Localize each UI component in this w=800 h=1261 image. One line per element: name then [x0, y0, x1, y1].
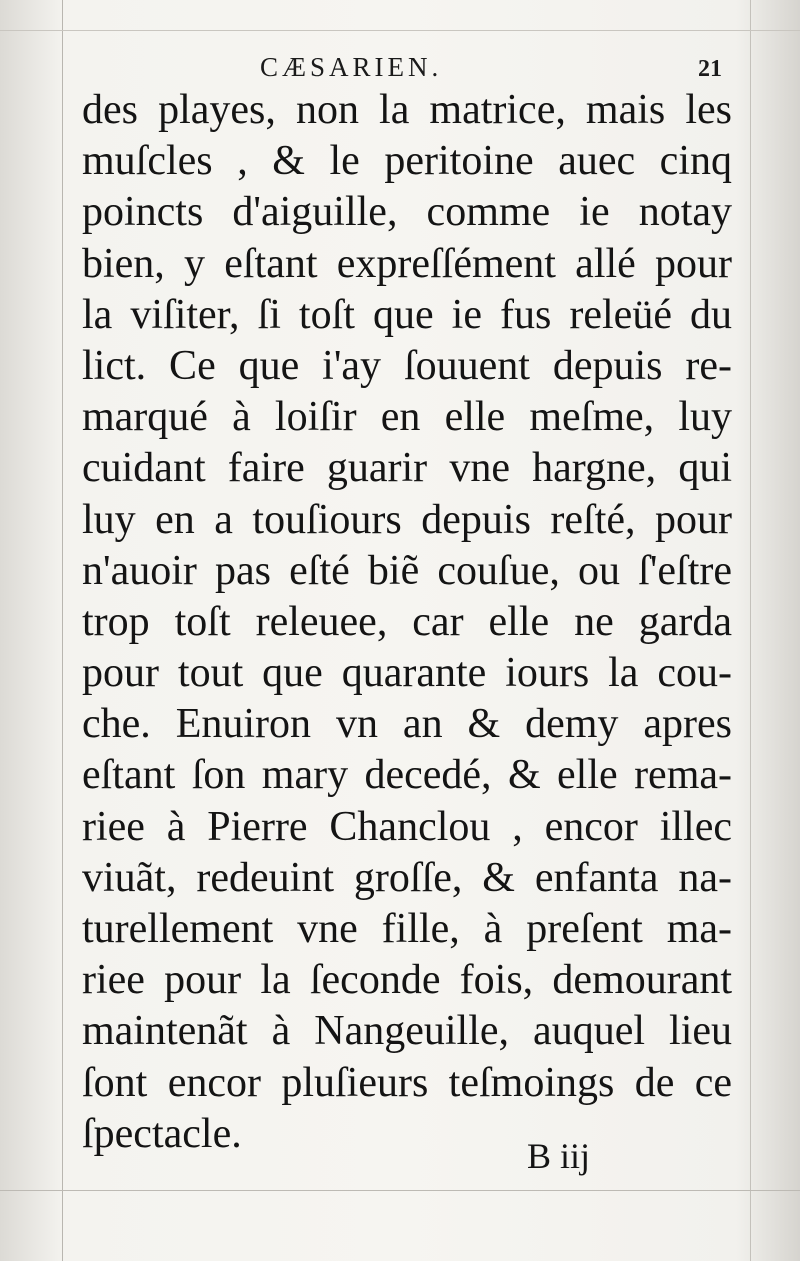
signature-mark: B iij: [527, 1136, 591, 1176]
text-line: viuãt, redeuint groſſe, & enfanta na-: [82, 854, 732, 901]
text-line: des playes, non la matrice, mais les: [82, 87, 732, 133]
text-line: la viſiter, ſi toſt que ie fus releüé du: [82, 291, 732, 338]
text-line: pour tout que quarante iours la cou-: [82, 650, 732, 697]
right-margin-rule: [750, 0, 751, 1261]
text-line: maintenãt à Nangeuille, auquel lieu: [82, 1008, 732, 1055]
text-line: muſcles , & le peritoine auec cinq: [82, 138, 732, 185]
text-line: riee pour la ſeconde fois, demourant: [82, 957, 732, 1004]
text-line: cuidant faire guarir vne hargne, qui: [82, 445, 732, 492]
text-line: luy en a touſiours depuis reſté, pour: [82, 496, 732, 543]
text-line: ſont encor pluſieurs teſmoings de ce: [82, 1059, 732, 1106]
text-line: marqué à loiſir en elle meſme, luy: [82, 394, 732, 441]
top-margin-rule: [0, 30, 800, 31]
left-margin-rule: [62, 0, 63, 1261]
text-line: trop toſt releuee, car elle ne garda: [82, 598, 732, 645]
bottom-margin-rule: [0, 1190, 800, 1191]
text-line: bien, y eſtant expreſſément allé pour: [82, 240, 732, 287]
text-line: ſpectacle.: [82, 1110, 242, 1157]
text-line: eſtant ſon mary decedé, & elle rema-: [82, 752, 732, 799]
text-line: turellement vne fille, à preſent ma-: [82, 906, 732, 952]
running-head: CÆSARIEN.: [260, 52, 443, 82]
text-line: lict. Ce que i'ay ſouuent depuis re-: [82, 342, 732, 389]
page-number: 21: [698, 56, 722, 82]
text-line: poincts d'aiguille, comme ie notay: [82, 189, 732, 236]
text-line: che. Enuiron vn an & demy apres: [82, 701, 732, 748]
text-block: [82, 85, 732, 1160]
text-line: n'auoir pas eſté biẽ couſue, ou ſ'eſtre: [82, 547, 732, 594]
text-line: riee à Pierre Chanclou , encor illec: [82, 803, 732, 850]
